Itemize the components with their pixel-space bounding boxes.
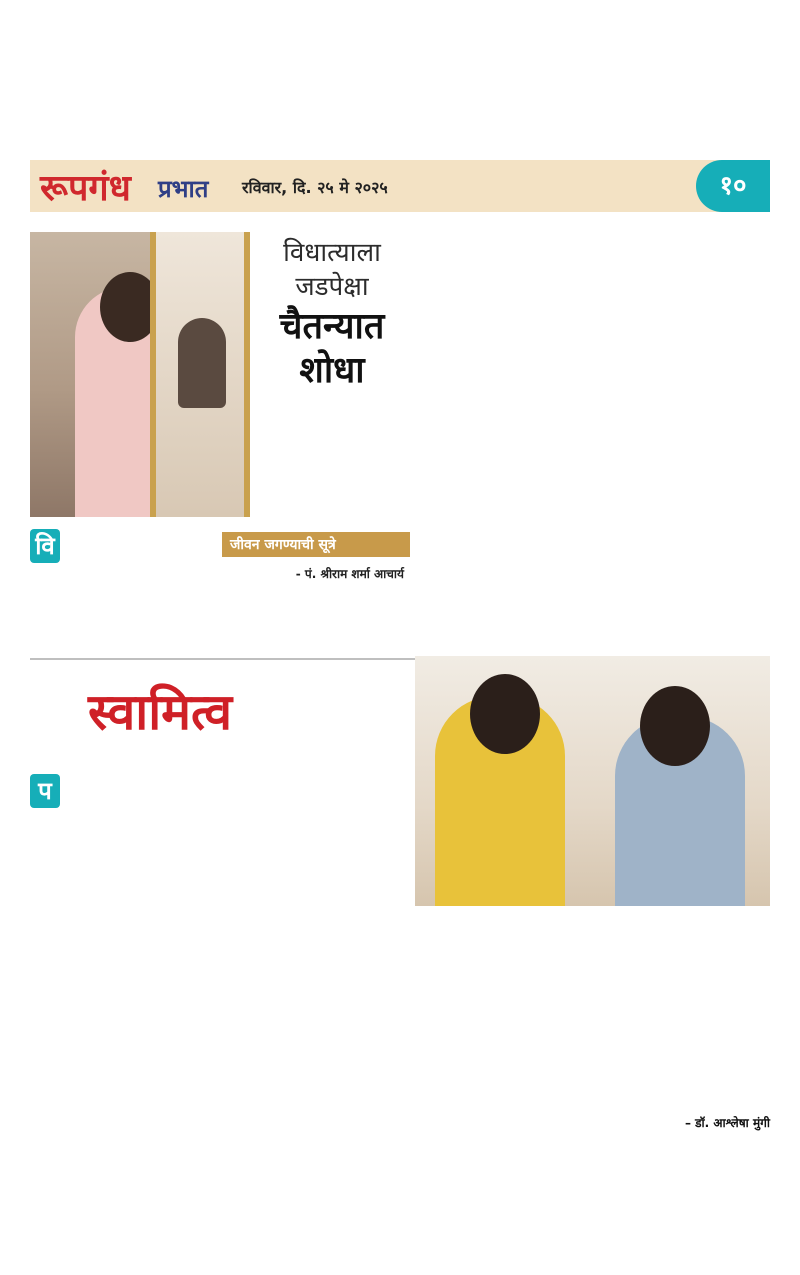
article1-column-mid xyxy=(225,595,405,645)
two-women-photo xyxy=(415,656,770,906)
article2-column-1 xyxy=(30,772,213,1142)
article1-column-1 xyxy=(413,233,585,636)
article2-column-4 xyxy=(597,915,770,1135)
brand-rupgandh: रूपगंध xyxy=(40,167,131,209)
article1-column-2 xyxy=(595,233,773,636)
page-number: १० xyxy=(696,160,770,212)
article2-dropcap: प xyxy=(30,774,60,808)
article2-author: – डॉ. आश्लेषा मुंगी xyxy=(684,1116,770,1130)
headline-line4: शोधा xyxy=(299,349,365,391)
issue-date: रविवार, दि. २५ मे २०२५ xyxy=(242,178,388,197)
headline-line3: चैतन्यात xyxy=(279,305,385,347)
mirror-frame xyxy=(150,232,250,517)
younger-woman-head xyxy=(640,686,710,766)
article2-column-3 xyxy=(415,915,585,1142)
headline-line2: जडपेक्षा xyxy=(295,272,369,302)
series-title: जीवन जगण्याची सूत्रे xyxy=(222,532,410,557)
series-box xyxy=(222,532,410,590)
headline-line1: विधात्याला xyxy=(283,238,381,268)
brand-prabhat: प्रभात xyxy=(158,174,209,203)
masthead-bar xyxy=(30,160,770,212)
article1-headline xyxy=(252,236,412,392)
article2-headline: स्वामित्व xyxy=(88,682,233,741)
article1-column-intro xyxy=(30,527,220,645)
series-author: - पं. श्रीराम शर्मा आचार्य xyxy=(295,567,404,581)
mirror-reflection xyxy=(178,318,226,408)
article2-column-2 xyxy=(223,772,408,1142)
older-woman-head xyxy=(470,674,540,754)
article1-dropcap: वि xyxy=(30,529,60,563)
